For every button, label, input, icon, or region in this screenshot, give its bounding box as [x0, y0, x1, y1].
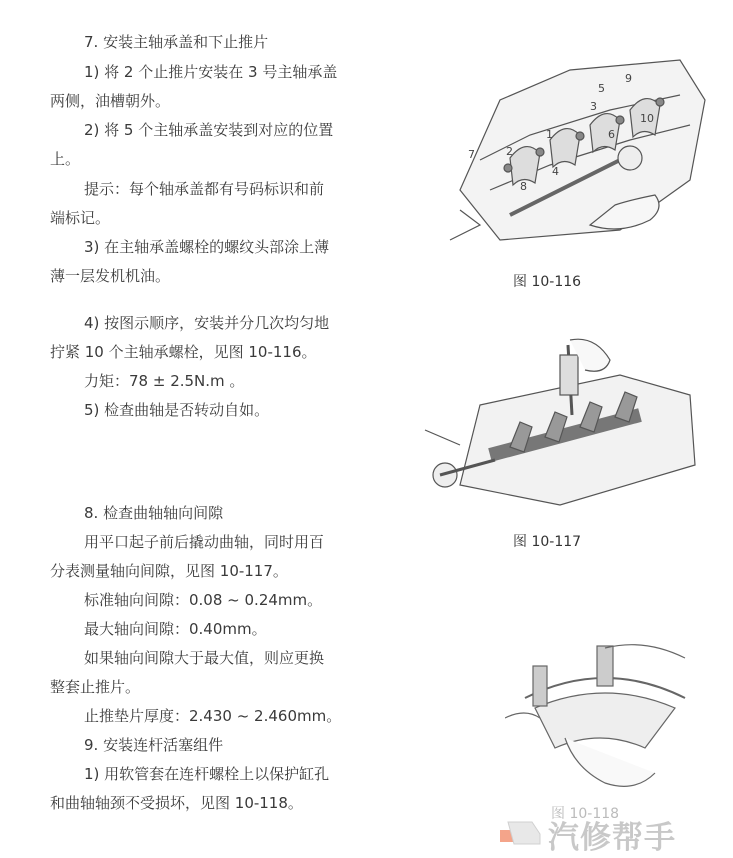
step-2-line-1: 2) 将 5 个主轴承盖安装到对应的位置	[84, 121, 334, 139]
watermark-text: 汽修帮手	[548, 820, 676, 856]
figure-10-118	[505, 628, 705, 798]
replace-line-2: 整套止推片。	[50, 678, 141, 696]
tip-line-2: 端标记。	[50, 209, 111, 227]
callout-3: 3	[590, 100, 597, 113]
hose-line-1: 1) 用软管套在连杆螺栓上以保护缸孔	[84, 765, 330, 783]
section-7-heading: 7. 安装主轴承盖和下止推片	[84, 33, 269, 51]
endplay-line-2: 分表测量轴向间隙，见图 10-117。	[50, 562, 288, 580]
standard-endplay: 标准轴向间隙：0.08 ~ 0.24mm。	[84, 591, 323, 609]
torque-spec: 力矩：78 ± 2.5N.m 。	[84, 372, 245, 390]
figure-10-116-caption: 图 10-116	[513, 274, 582, 290]
figure-10-117-caption: 图 10-117	[513, 534, 582, 550]
watermark-car-icon	[498, 812, 544, 852]
figure-10-117	[420, 335, 710, 510]
callout-4: 4	[552, 165, 559, 178]
callout-1: 1	[546, 128, 553, 141]
step-4-line-2: 拧紧 10 个主轴承螺栓，见图 10-116。	[50, 343, 317, 361]
step-5: 5) 检查曲轴是否转动自如。	[84, 401, 270, 419]
callout-8: 8	[520, 180, 527, 193]
step-4-line-1: 4) 按图示顺序，安装并分几次均匀地	[84, 314, 330, 332]
step-3-line-1: 3) 在主轴承盖螺栓的螺纹头部涂上薄	[84, 238, 330, 256]
endplay-line-1: 用平口起子前后撬动曲轴，同时用百	[84, 533, 325, 551]
hose-line-2: 和曲轴轴颈不受损坏，见图 10-118。	[50, 794, 303, 812]
tip-line-1: 提示：每个轴承盖都有号码标识和前	[84, 180, 325, 198]
step-3-line-2: 薄一层发机机油。	[50, 267, 171, 285]
watermark-logo	[498, 812, 733, 856]
step-1-line-1: 1) 将 2 个止推片安装在 3 号主轴承盖	[84, 63, 338, 81]
callout-6: 6	[608, 128, 615, 141]
callout-9: 9	[625, 72, 632, 85]
callout-2: 2	[506, 145, 513, 158]
figure-10-116	[440, 40, 715, 255]
step-1-line-2: 两侧，油槽朝外。	[50, 92, 171, 110]
callout-5: 5	[598, 82, 605, 95]
max-endplay: 最大轴向间隙：0.40mm。	[84, 620, 267, 638]
figure-10-118-caption: 图 10-118	[551, 806, 620, 822]
section-9-heading: 9. 安装连杆活塞组件	[84, 736, 224, 754]
callout-10: 10	[640, 112, 654, 125]
callout-7: 7	[468, 148, 475, 161]
section-8-heading: 8. 检查曲轴轴向间隙	[84, 504, 224, 522]
thrust-washer-thickness: 止推垫片厚度：2.430 ~ 2.460mm。	[84, 707, 342, 725]
replace-line-1: 如果轴向间隙大于最大值，则应更换	[84, 649, 325, 667]
step-2-line-2: 上。	[50, 150, 81, 168]
